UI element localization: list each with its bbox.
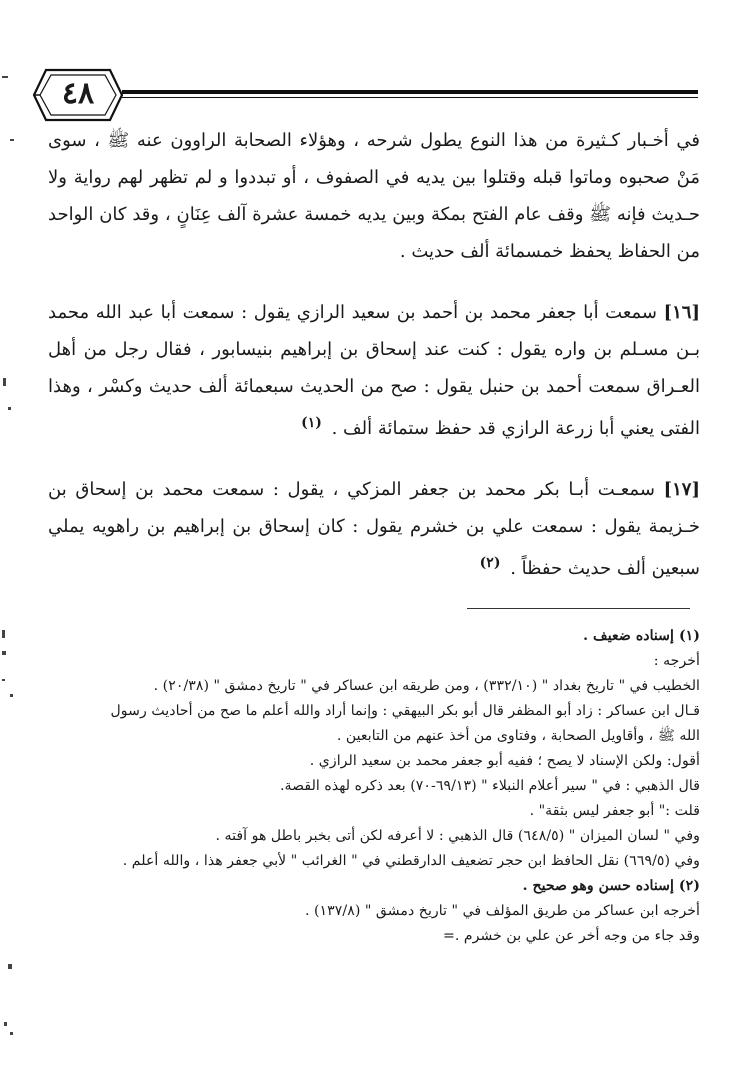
- footnote-line: الخطيب في " تاريخ بغداد " (٣٣٢/١٠) ، ومن طريقه ابن عساكر في " تاريخ دمشق " (٢٠/٣٨) .: [153, 678, 700, 694]
- paragraph-16: [١٦] سمعت أبا جعفر محمد بن أحمد بن سعيد الرازي يقول : سمعت أبا عبد الله محمد بـن مسـلم بن واره يقول : كنت عند إسحاق بن إبراهيم بنيسابور ، فقال رجل من أهل العـراق سمعت أحمد بن حنبل يقول : صح من الحديث سبعمائة ألف حديث وكسْر ، وهذا الفتى يعني أبا زرعة الرازي قد حفظ ستمائة ألف . $^{(١)}$: [48, 302, 700, 439]
- footnote-line: وقد جاء من وجه أخر عن علي بن خشرم .=: [442, 928, 700, 944]
- paragraph-17: [١٧] سمعـت أبـا بكر محمد بن جعفر المزكي ، يقول : سمعت محمد بن إسحاق بن خـزيمة يقول : سمعت علي بن خشرم يقول : كان إسحاق بن إبراهيم بن راهويه يملي سبعين ألف حديث حفظاً . $^{(٢)}$: [48, 479, 700, 579]
- scan-mark: [8, 964, 12, 969]
- narration-number: [١٦]: [663, 302, 700, 323]
- footnote-line: أخرجه :: [653, 653, 700, 669]
- footnote-line: قلت :" أبو جعفر ليس بثقة" .: [529, 803, 700, 819]
- main-text: [48, 122, 700, 611]
- footnote-line: قال الذهبي : في " سير أعلام النبلاء " (٦٩/١٣-٧٠) بعد ذكره لهذه القصة.: [280, 778, 700, 794]
- scan-mark: [2, 76, 8, 78]
- footnote-marker: (٢): [479, 555, 501, 571]
- scan-mark: [2, 630, 5, 638]
- footnotes: [48, 624, 700, 949]
- scan-mark: [2, 679, 5, 681]
- footnote-separator: [467, 608, 690, 609]
- footnote-line: وفي " لسان الميزان " (٦٤٨/٥) قال الذهبي : لا أعرفه لكن أتى بخبر باطل هو آفته .: [215, 828, 700, 844]
- page-number: ٤٨: [61, 76, 95, 111]
- scan-mark: [10, 1032, 13, 1035]
- footnote-line: (٢) إسناده حسن وهو صحيح .: [522, 878, 700, 894]
- footnote-line: (١) إسناده ضعيف .: [583, 628, 700, 644]
- scan-mark: [2, 651, 6, 655]
- footnote-line: أقول: ولكن الإسناد لا يصح ؛ ففيه أبو جعفر محمد بن سعيد الرازي .: [309, 753, 700, 769]
- footnote-line: وفي (٦٦٩/٥) نقل الحافظ ابن حجر تضعيف الدارقطني في " الغرائب " لأبي جعفر هذا ، والله أعلم .: [122, 853, 700, 869]
- footnote-line: الله ﷺ ، وأقاويل الصحابة ، وفتاوى من أخذ عنهم من التابعين .: [336, 728, 700, 744]
- narration-number: [١٧]: [663, 479, 700, 500]
- scan-mark: [3, 378, 6, 386]
- paragraph-intro: في أخـبار كـثيرة من هذا النوع يطول شرحه ، وهؤلاء الصحابة الراوون عنه ﷺ ، سوى مَنْ صحبوه وماتوا قبله وقتلوا بين يديه في الصفوف ، أو تبددوا و لم تظهر لهم رواية ولا حـديث فإنه ﷺ وقف عام الفتح بمكة وبين يديه خمسة عشرة آلف عِنَانٍ ، وقد كان الواحد من الحفاظ يحفظ خمسمائة ألف حديث .: [48, 130, 700, 262]
- footnote-line: أخرجه ابن عساكر من طريق المؤلف في " تاريخ دمشق " (١٣٧/٨) .: [304, 903, 700, 919]
- scan-mark: [10, 694, 13, 697]
- footnote-marker: (١): [301, 415, 322, 431]
- scan-mark: [10, 139, 14, 141]
- header-rule-thin: [122, 97, 698, 98]
- scan-mark: [4, 1022, 7, 1026]
- scan-mark: [8, 407, 11, 410]
- header-rule: [122, 90, 698, 94]
- footnote-line: قـال ابن عساكر : زاد أبو المظفر قال أبو بكر البيهقي : وإنما أراد والله أعلم ما صح من أحاديث رسول: [110, 703, 700, 719]
